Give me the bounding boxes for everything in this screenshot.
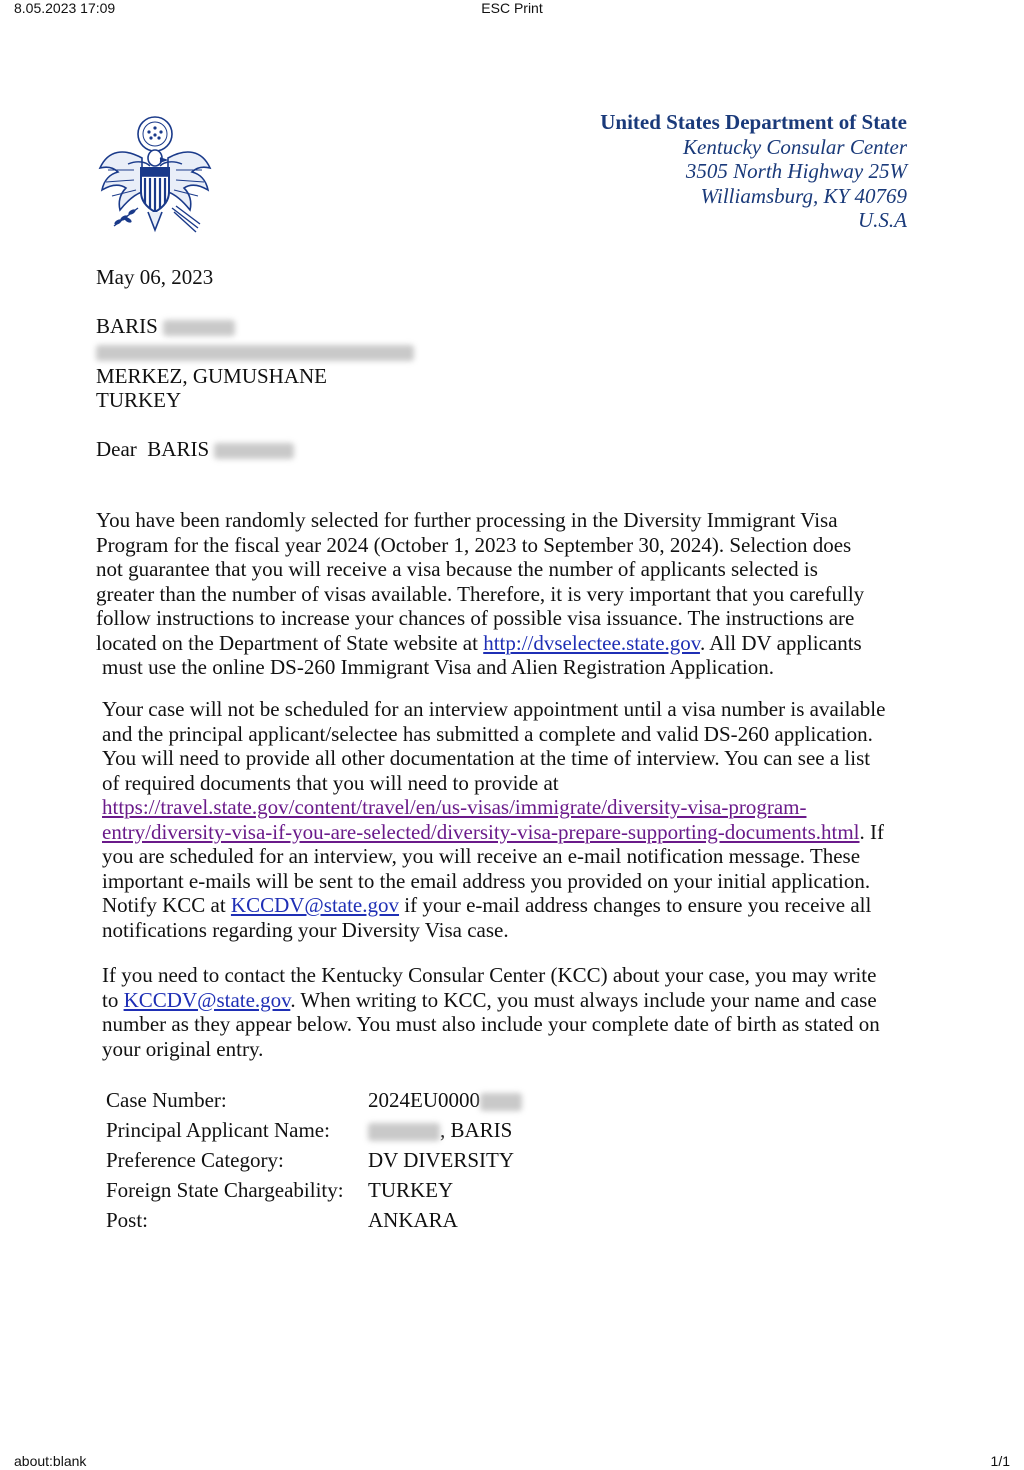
paragraph-text: located on the Department of State website at — [96, 630, 484, 655]
paragraph-line — [102, 988, 880, 1013]
agency-address-line2: Williamsburg, KY 40769 — [700, 183, 907, 208]
paragraph-line: Your case will not be scheduled for an interview appointment until a visa number is available — [102, 697, 886, 721]
paragraph-line: and the principal applicant/selectee has submitted a complete and valid DS-260 application. — [102, 721, 873, 746]
paragraph-line: must use the online DS-260 Immigrant Visa and Alien Registration Application. — [102, 655, 775, 679]
redacted-case-digits — [480, 1093, 522, 1111]
post-value: ANKARA — [368, 1208, 458, 1232]
agency-name: United States Department of State — [600, 110, 907, 134]
chargeability-label: Foreign State Chargeability: — [106, 1178, 344, 1202]
print-title: ESC Print — [481, 0, 543, 16]
paragraph-selection-notice — [96, 508, 864, 680]
supporting-documents-link[interactable]: https://travel.state.gov/content/travel/en/us-visas/immigrate/diversity-visa-program- — [102, 795, 807, 819]
applicant-name-label: Principal Applicant Name: — [106, 1118, 330, 1142]
paragraph-line: If you need to contact the Kentucky Consular Center (KCC) about your case, you may write — [102, 963, 877, 987]
salutation-text: Dear BARIS — [96, 437, 210, 461]
paragraph-line — [96, 631, 864, 656]
paragraph-interview-notice — [102, 697, 885, 942]
kcc-email-link[interactable]: KCCDV@state.gov — [123, 987, 291, 1012]
paragraph-contact-kcc — [102, 963, 880, 1061]
redacted-street-address — [96, 345, 414, 361]
post-label: Post: — [106, 1208, 149, 1232]
paragraph-line: greater than the number of visas available. Therefore, it is very important that you carefully — [96, 581, 865, 606]
recipient-name-line — [96, 314, 235, 339]
redacted-surname — [214, 443, 294, 459]
dvselectee-link[interactable]: http://dvselectee.state.gov — [483, 630, 700, 655]
case-number-label: Case Number: — [106, 1088, 227, 1112]
paragraph-line: of required documents that you will need to provide at — [102, 770, 559, 795]
preference-category-label: Preference Category: — [106, 1148, 284, 1172]
case-number-value — [368, 1085, 522, 1115]
paragraph-text: . If — [859, 819, 884, 844]
agency-address-block — [600, 110, 907, 233]
preference-category-value: DV DIVERSITY — [368, 1148, 515, 1172]
applicant-name-value — [368, 1115, 512, 1145]
print-page-number: 1/1 — [990, 1453, 1010, 1469]
paragraph-line — [102, 820, 885, 845]
supporting-documents-link-continued[interactable]: entry/diversity-visa-if-you-are-selected/diversity-visa-prepare-supporting-documents.html — [102, 819, 860, 844]
paragraph-line: number as they appear below. You must also include your complete date of birth as stated on — [102, 1012, 880, 1036]
recipient-first-name: BARIS — [96, 314, 158, 338]
redacted-surname — [368, 1123, 440, 1141]
paragraph-line: Program for the fiscal year 2024 (October 1, 2023 to September 30, 2024). Selection does — [96, 532, 852, 557]
letter-date: May 06, 2023 — [96, 265, 214, 289]
paragraph-line: follow instructions to increase your chances of possible visa issuance. The instructions are — [96, 606, 855, 630]
case-number-text: 2024EU0000 — [368, 1088, 480, 1112]
paragraph-line: important e-mails will be sent to the email address you provided on your initial application. — [102, 868, 871, 893]
paragraph-line: you are scheduled for an interview, you will receive an e-mail notification message. These — [102, 844, 861, 868]
recipient-street-line — [96, 339, 414, 364]
kcc-email-link[interactable]: KCCDV@state.gov — [230, 893, 400, 917]
print-datetime: 8.05.2023 17:09 — [14, 0, 116, 16]
applicant-first-name: , BARIS — [440, 1118, 513, 1142]
paragraph-line — [102, 795, 885, 820]
recipient-city-line: MERKEZ, GUMUSHANE — [96, 364, 327, 388]
chargeability-value: TURKEY — [368, 1178, 454, 1202]
paragraph-text: to — [102, 987, 124, 1012]
redacted-surname — [163, 320, 235, 336]
paragraph-text: . All DV applicants — [699, 630, 862, 655]
paragraph-line — [102, 893, 885, 918]
recipient-country: TURKEY — [96, 388, 182, 412]
print-url: about:blank — [14, 1453, 87, 1469]
paragraph-text: Notify KCC at — [102, 893, 231, 917]
salutation — [96, 437, 294, 462]
paragraph-line: your original entry. — [102, 1036, 264, 1061]
paragraph-text: if your e-mail address changes to ensure you receive all — [399, 893, 872, 917]
paragraph-line: You have been randomly selected for further processing in the Diversity Immigrant Visa — [96, 508, 838, 532]
paragraph-text: . When writing to KCC, you must always include your name and case — [290, 987, 877, 1012]
great-seal-icon — [94, 108, 216, 236]
agency-center: Kentucky Consular Center — [683, 134, 907, 159]
paragraph-line: You will need to provide all other documentation at the time of interview. You can see a list — [102, 746, 871, 770]
agency-address-line1: 3505 North Highway 25W — [685, 159, 907, 183]
paragraph-line: notifications regarding your Diversity Visa case. — [102, 917, 509, 942]
paragraph-line: not guarantee that you will receive a visa because the number of applicants selected is — [96, 557, 818, 581]
agency-country: U.S.A — [858, 208, 907, 232]
